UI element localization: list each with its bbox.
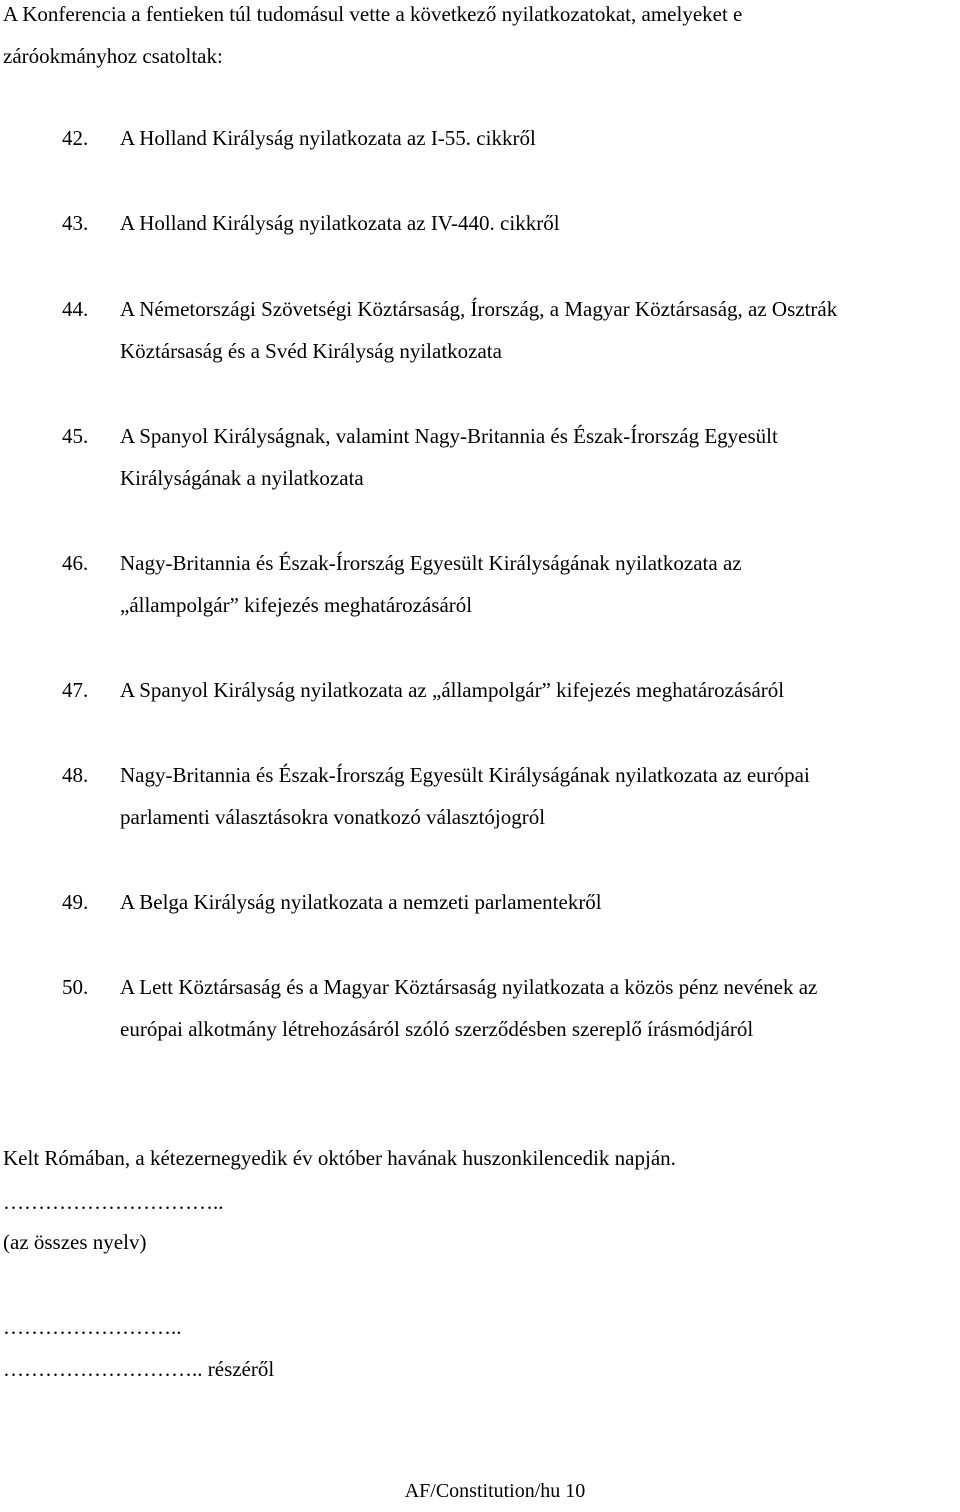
- item-text-line: A Belga Királyság nyilatkozata a nemzeti parlamentekről: [120, 890, 602, 914]
- item-number: 42.: [62, 126, 89, 150]
- item-text: [120, 117, 960, 159]
- item-number: 47.: [62, 678, 89, 702]
- item-text-line: európai alkotmány létrehozásáról szóló szerződésben szereplő írásmódjáról: [120, 1017, 754, 1041]
- date-line: Kelt Rómában, a kétezernegyedik év október havának huszonkilencedik napján.: [3, 1146, 676, 1170]
- languages-note: (az összes nyelv): [3, 1230, 147, 1254]
- item-text-line: Nagy-Britannia és Észak-Írország Egyesült Királyságának nyilatkozata az európai: [120, 763, 810, 787]
- intro-line-2: záróokmányhoz csatoltak:: [3, 44, 223, 68]
- item-number: 44.: [62, 297, 89, 321]
- item-text-line: Királyságának a nyilatkozata: [120, 466, 364, 490]
- item-text: [120, 881, 960, 923]
- item-text-line: A Spanyol Királyság nyilatkozata az „állampolgár” kifejezés meghatározásáról: [120, 678, 785, 702]
- item-number: 48.: [62, 763, 89, 787]
- item-text: [120, 202, 960, 244]
- item-text-line: A Holland Királyság nyilatkozata az IV-440. cikkről: [120, 211, 560, 235]
- item-text: [120, 754, 960, 838]
- signature-dots-1: …………………………..: [3, 1190, 224, 1214]
- item-text: [120, 288, 960, 372]
- item-text-line: A Holland Királyság nyilatkozata az I-55. cikkről: [120, 126, 536, 150]
- on-behalf-line: ……………………….. részéről: [3, 1357, 275, 1381]
- item-number: 49.: [62, 890, 89, 914]
- item-text-line: Köztársaság és a Svéd Királyság nyilatkozata: [120, 339, 502, 363]
- signature-dots-2: ……………………..: [3, 1315, 182, 1339]
- page-footer: [0, 1470, 960, 1512]
- item-text: [120, 669, 960, 711]
- item-text-line: A Németországi Szövetségi Köztársaság, Írország, a Magyar Köztársaság, az Osztrák: [120, 297, 838, 321]
- intro-paragraph: [3, 0, 953, 77]
- intro-line-1: A Konferencia a fentieken túl tudomásul vette a következő nyilatkozatokat, amelyeket e: [3, 2, 743, 26]
- item-number: 50.: [62, 975, 89, 999]
- item-number: 46.: [62, 551, 89, 575]
- item-text-line: „állampolgár” kifejezés meghatározásáról: [120, 593, 473, 617]
- item-text: [120, 966, 960, 1050]
- item-text: [120, 542, 960, 626]
- document-reference: AF/Constitution/hu 10: [404, 1480, 586, 1502]
- item-text-line: parlamenti választásokra vonatkozó választójogról: [120, 805, 546, 829]
- item-number: 43.: [62, 211, 89, 235]
- item-text-line: A Spanyol Királyságnak, valamint Nagy-Britannia és Észak-Írország Egyesült: [120, 424, 778, 448]
- item-text: [120, 415, 960, 499]
- item-text-line: Nagy-Britannia és Észak-Írország Egyesült Királyságának nyilatkozata az: [120, 551, 742, 575]
- item-number: 45.: [62, 424, 89, 448]
- item-text-line: A Lett Köztársaság és a Magyar Köztársaság nyilatkozata a közös pénz nevének az: [120, 975, 818, 999]
